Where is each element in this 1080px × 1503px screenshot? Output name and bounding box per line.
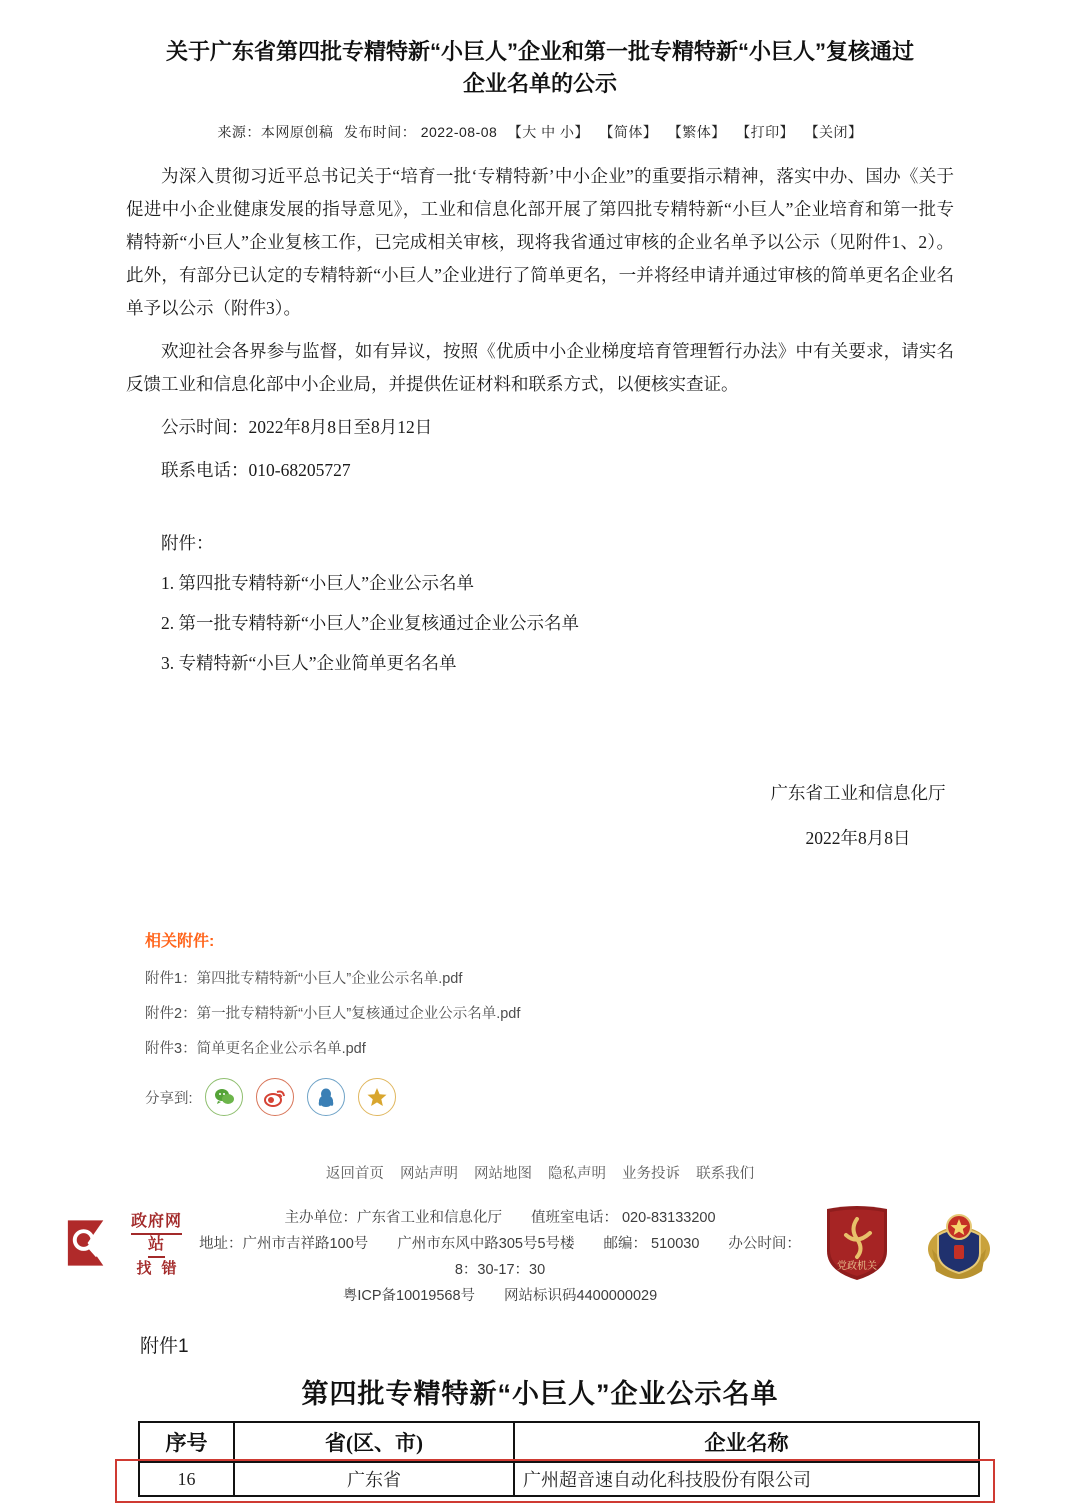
police-badge-icon	[926, 1205, 992, 1281]
row-company: 广州超音速自动化科技股份有限公司	[514, 1462, 979, 1496]
close-button[interactable]: 【关闭】	[804, 124, 863, 140]
column-header-company: 企业名称	[514, 1422, 979, 1462]
footer-org-info	[190, 1205, 810, 1309]
article-body	[126, 160, 954, 680]
gov-site-error-report-logo[interactable]	[60, 1207, 190, 1279]
roster-header-row	[139, 1422, 979, 1462]
badge-label: 党政机关	[837, 1261, 877, 1272]
footer-link-statement[interactable]: 网站声明	[399, 1166, 458, 1182]
attachment-list	[126, 527, 954, 680]
page-title-line2: 企业名单的公示	[462, 71, 617, 96]
font-size-button[interactable]: 【大 中 小】	[507, 124, 589, 140]
related-attachment-link-1[interactable]: 附件1：第四批专精特新“小巨人”企业公示名单.pdf	[145, 971, 463, 987]
footer-link-contact[interactable]: 联系我们	[696, 1166, 755, 1182]
row-province: 广东省	[234, 1462, 514, 1496]
error-logo-line2: 找错	[136, 1260, 187, 1277]
roster-table	[138, 1421, 980, 1497]
weibo-icon	[263, 1085, 287, 1109]
column-header-province: 省(区、市)	[234, 1422, 514, 1462]
footer-link-complaint[interactable]: 业务投诉	[622, 1166, 681, 1182]
paragraph-1: 为深入贯彻习近平总书记关于“培育一批‘专精特新’中小企业”的重要指示精神，落实中办、国办《关于促进中小企业健康发展的指导意见》，工业和信息化部开展了第四批专精特新“小巨人”企业培育和第一批专精特新“小巨人”企业复核工作，已完成相关审核，现将我省通过审核的企业名单予以公示（见附件1、2）。此外，有部分已认定的专精特新“小巨人”企业进行了简单更名，一并将经申请并通过审核的简单更名企业名单予以公示（附件3）。	[126, 166, 954, 318]
footer-link-sitemap[interactable]: 网站地图	[473, 1166, 532, 1182]
footer-info-line2: 地址：广州市吉祥路100号 广州市东风中路305号5号楼 邮编： 510030 办公时间： 8：30-17：30	[199, 1236, 801, 1278]
paragraph-2: 欢迎社会各界参与监督，如有异议，按照《优质中小企业梯度培育管理暂行办法》中有关要求，请实名反馈工业和信息化部中小企业局，并提供佐证材料和联系方式，以便核实查证。	[126, 341, 954, 394]
share-qq-icon[interactable]	[307, 1078, 345, 1116]
article-meta	[0, 122, 1080, 142]
page-title	[100, 36, 980, 100]
attachment1-label: 附件1	[140, 1336, 189, 1357]
footer-nav	[0, 1162, 1080, 1183]
attachment-item-1: 1. 第四批专精特新“小巨人”企业公示名单	[161, 573, 475, 593]
share-wechat-icon[interactable]	[205, 1078, 243, 1116]
page-title-line1: 关于广东省第四批专精特新“小巨人”企业和第一批专精特新“小巨人”复核通过	[165, 39, 914, 64]
notice-time: 公示时间：2022年8月8日至8月12日	[161, 417, 433, 437]
attachment-item-3: 3. 专精特新“小巨人”企业简单更名名单	[161, 653, 457, 673]
footer-badges	[824, 1205, 992, 1281]
share-qzone-icon[interactable]	[358, 1078, 396, 1116]
signature-block	[748, 780, 968, 850]
page	[0, 36, 1080, 1490]
party-government-badge-icon	[824, 1205, 890, 1281]
article-source: 来源：本网原创稿	[217, 124, 334, 140]
related-attachment-link-3[interactable]: 附件3：简单更名企业公示名单.pdf	[145, 1041, 366, 1057]
related-attachments-section	[145, 928, 1080, 1116]
simplified-button[interactable]: 【简体】	[599, 124, 658, 140]
footer-link-home[interactable]: 返回首页	[325, 1166, 384, 1182]
related-attachment-link-2[interactable]: 附件2：第一批专精特新“小巨人”复核通过企业公示名单.pdf	[145, 1006, 521, 1022]
wechat-icon	[212, 1085, 236, 1109]
footer-info-line1: 主办单位：广东省工业和信息化厅 值班室电话： 020-83133200	[284, 1210, 716, 1226]
footer-link-privacy[interactable]: 隐私声明	[548, 1166, 607, 1182]
print-button[interactable]: 【打印】	[736, 124, 795, 140]
footer-info-line3: 粤ICP备10019568号 网站标识码4400000029	[342, 1288, 658, 1304]
share-label: 分享到:	[145, 1090, 193, 1107]
attachment-preview	[0, 1331, 1080, 1497]
share-row	[145, 1078, 1080, 1116]
qzone-star-icon	[365, 1085, 389, 1109]
magnifier-flag-icon	[60, 1214, 117, 1272]
column-header-no: 序号	[139, 1422, 234, 1462]
contact-phone: 联系电话：010-68205727	[161, 460, 351, 480]
row-no: 16	[139, 1462, 234, 1496]
attachment-list-label: 附件：	[161, 533, 214, 553]
footer-info	[0, 1205, 1080, 1304]
error-logo-line1: 政府网站	[131, 1213, 182, 1258]
traditional-button[interactable]: 【繁体】	[667, 124, 726, 140]
roster-table-wrap	[138, 1421, 980, 1497]
roster-title: 第四批专精特新“小巨人”企业公示名单	[301, 1379, 779, 1409]
signature-date: 2022年8月8日	[805, 828, 911, 848]
signature-org: 广东省工业和信息化厅	[770, 783, 946, 803]
related-attachments-heading: 相关附件:	[145, 933, 215, 950]
table-row	[139, 1462, 979, 1496]
article-pubtime: 发布时间： 2022-08-08	[343, 124, 498, 140]
attachment-item-2: 2. 第一批专精特新“小巨人”企业复核通过企业公示名单	[161, 613, 580, 633]
qq-icon	[314, 1085, 338, 1109]
share-weibo-icon[interactable]	[256, 1078, 294, 1116]
